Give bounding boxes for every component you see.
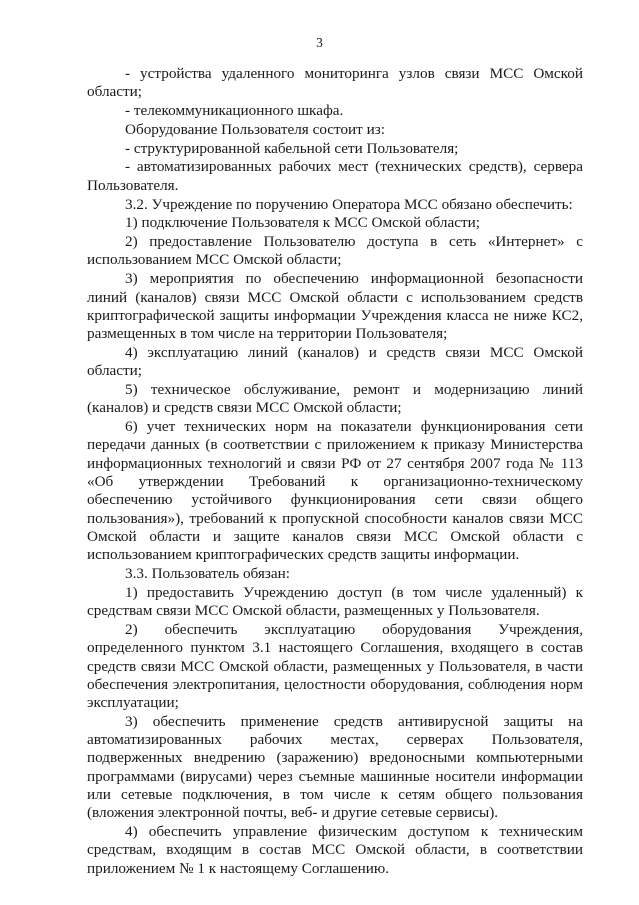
document-body: [87, 65, 583, 878]
paragraph-telecom-cabinet: - телекоммуникационного шкафа.: [125, 102, 344, 120]
list-item-3-3-3: 3) обеспечить применение средств антивирусной защиты на автоматизированных рабочих местах, серверах Пользователя, подверженных внедрению (заражению) вредоносными компьютерными программами (вирусами) через съемные машинные носители информации или сетевые подключения, в том числе к сетям общего пользования (вложения электронной почты, веб- и другие сетевые сервисы).: [87, 712, 583, 822]
paragraph-workstations: - автоматизированных рабочих мест (технических средств), сервера Пользователя.: [87, 158, 583, 194]
section-3-2-heading: 3.2. Учреждение по поручению Оператора МСС обязано обеспечить:: [125, 195, 573, 213]
list-item-3-3-4: 4) обеспечить управление физическим доступом к техническим средствам, входящим в состав МСС Омской области, в соответствии приложением № 1 к настоящему Соглашению.: [87, 823, 583, 877]
paragraph-remote-monitoring: - устройства удаленного мониторинга узлов связи МСС Омской области;: [87, 65, 583, 101]
list-item-3-3-2: 2) обеспечить эксплуатацию оборудования Учреждения, определенного пунктом 3.1 настоящего Соглашения, входящего в состав средств связи МСС Омской области, размещенных у Пользователя, в части обеспечения электропитания, целостности оборудования, соблюдения норм эксплуатации;: [87, 620, 583, 712]
list-item-3-2-4: 4) эксплуатацию линий (каналов) и средств связи МСС Омской области;: [87, 343, 583, 380]
list-item-3-2-3: 3) мероприятия по обеспечению информационной безопасности линий (каналов) связи МСС Омской области с использованием средств криптографической защиты информации Учреждения класса не ниже КС2, размещенных в том числе на территории Пользователя;: [87, 270, 583, 343]
list-item-3-2-1: 1) подключение Пользователя к МСС Омской области;: [125, 214, 480, 232]
list-item-3-2-6: 6) учет технических норм на показатели функционирования сети передачи данных (в соответствии с приложением к приказу Министерства информационных технологий и связи РФ от 27 сентября 2007 года № 113 «Об утверждении Требований к организационно-техническому обеспечению устойчивого функционирования сети связи общего пользования»), требований к пропускной способности каналов связи МСС Омской области и защите каналов связи МСС Омской области с использованием криптографических средств защиты информации.: [87, 418, 583, 564]
paragraph-user-equipment-heading: Оборудование Пользователя состоит из:: [125, 120, 385, 138]
list-item-3-2-5: 5) техническое обслуживание, ремонт и модернизацию линий (каналов) и средств связи МСС Омской области;: [87, 381, 583, 417]
page-number: 3: [316, 35, 323, 50]
section-3-3-heading: 3.3. Пользователь обязан:: [125, 565, 290, 583]
list-item-3-2-2: 2) предоставление Пользователю доступа в сеть «Интернет» с использованием МСС Омской области;: [87, 233, 583, 269]
list-item-3-3-1: 1) предоставить Учреждению доступ (в том числе удаленный) к средствам связи МСС Омской области, размещенных у Пользователя.: [87, 583, 583, 620]
paragraph-cable-network: - структурированной кабельной сети Пользователя;: [125, 139, 459, 157]
